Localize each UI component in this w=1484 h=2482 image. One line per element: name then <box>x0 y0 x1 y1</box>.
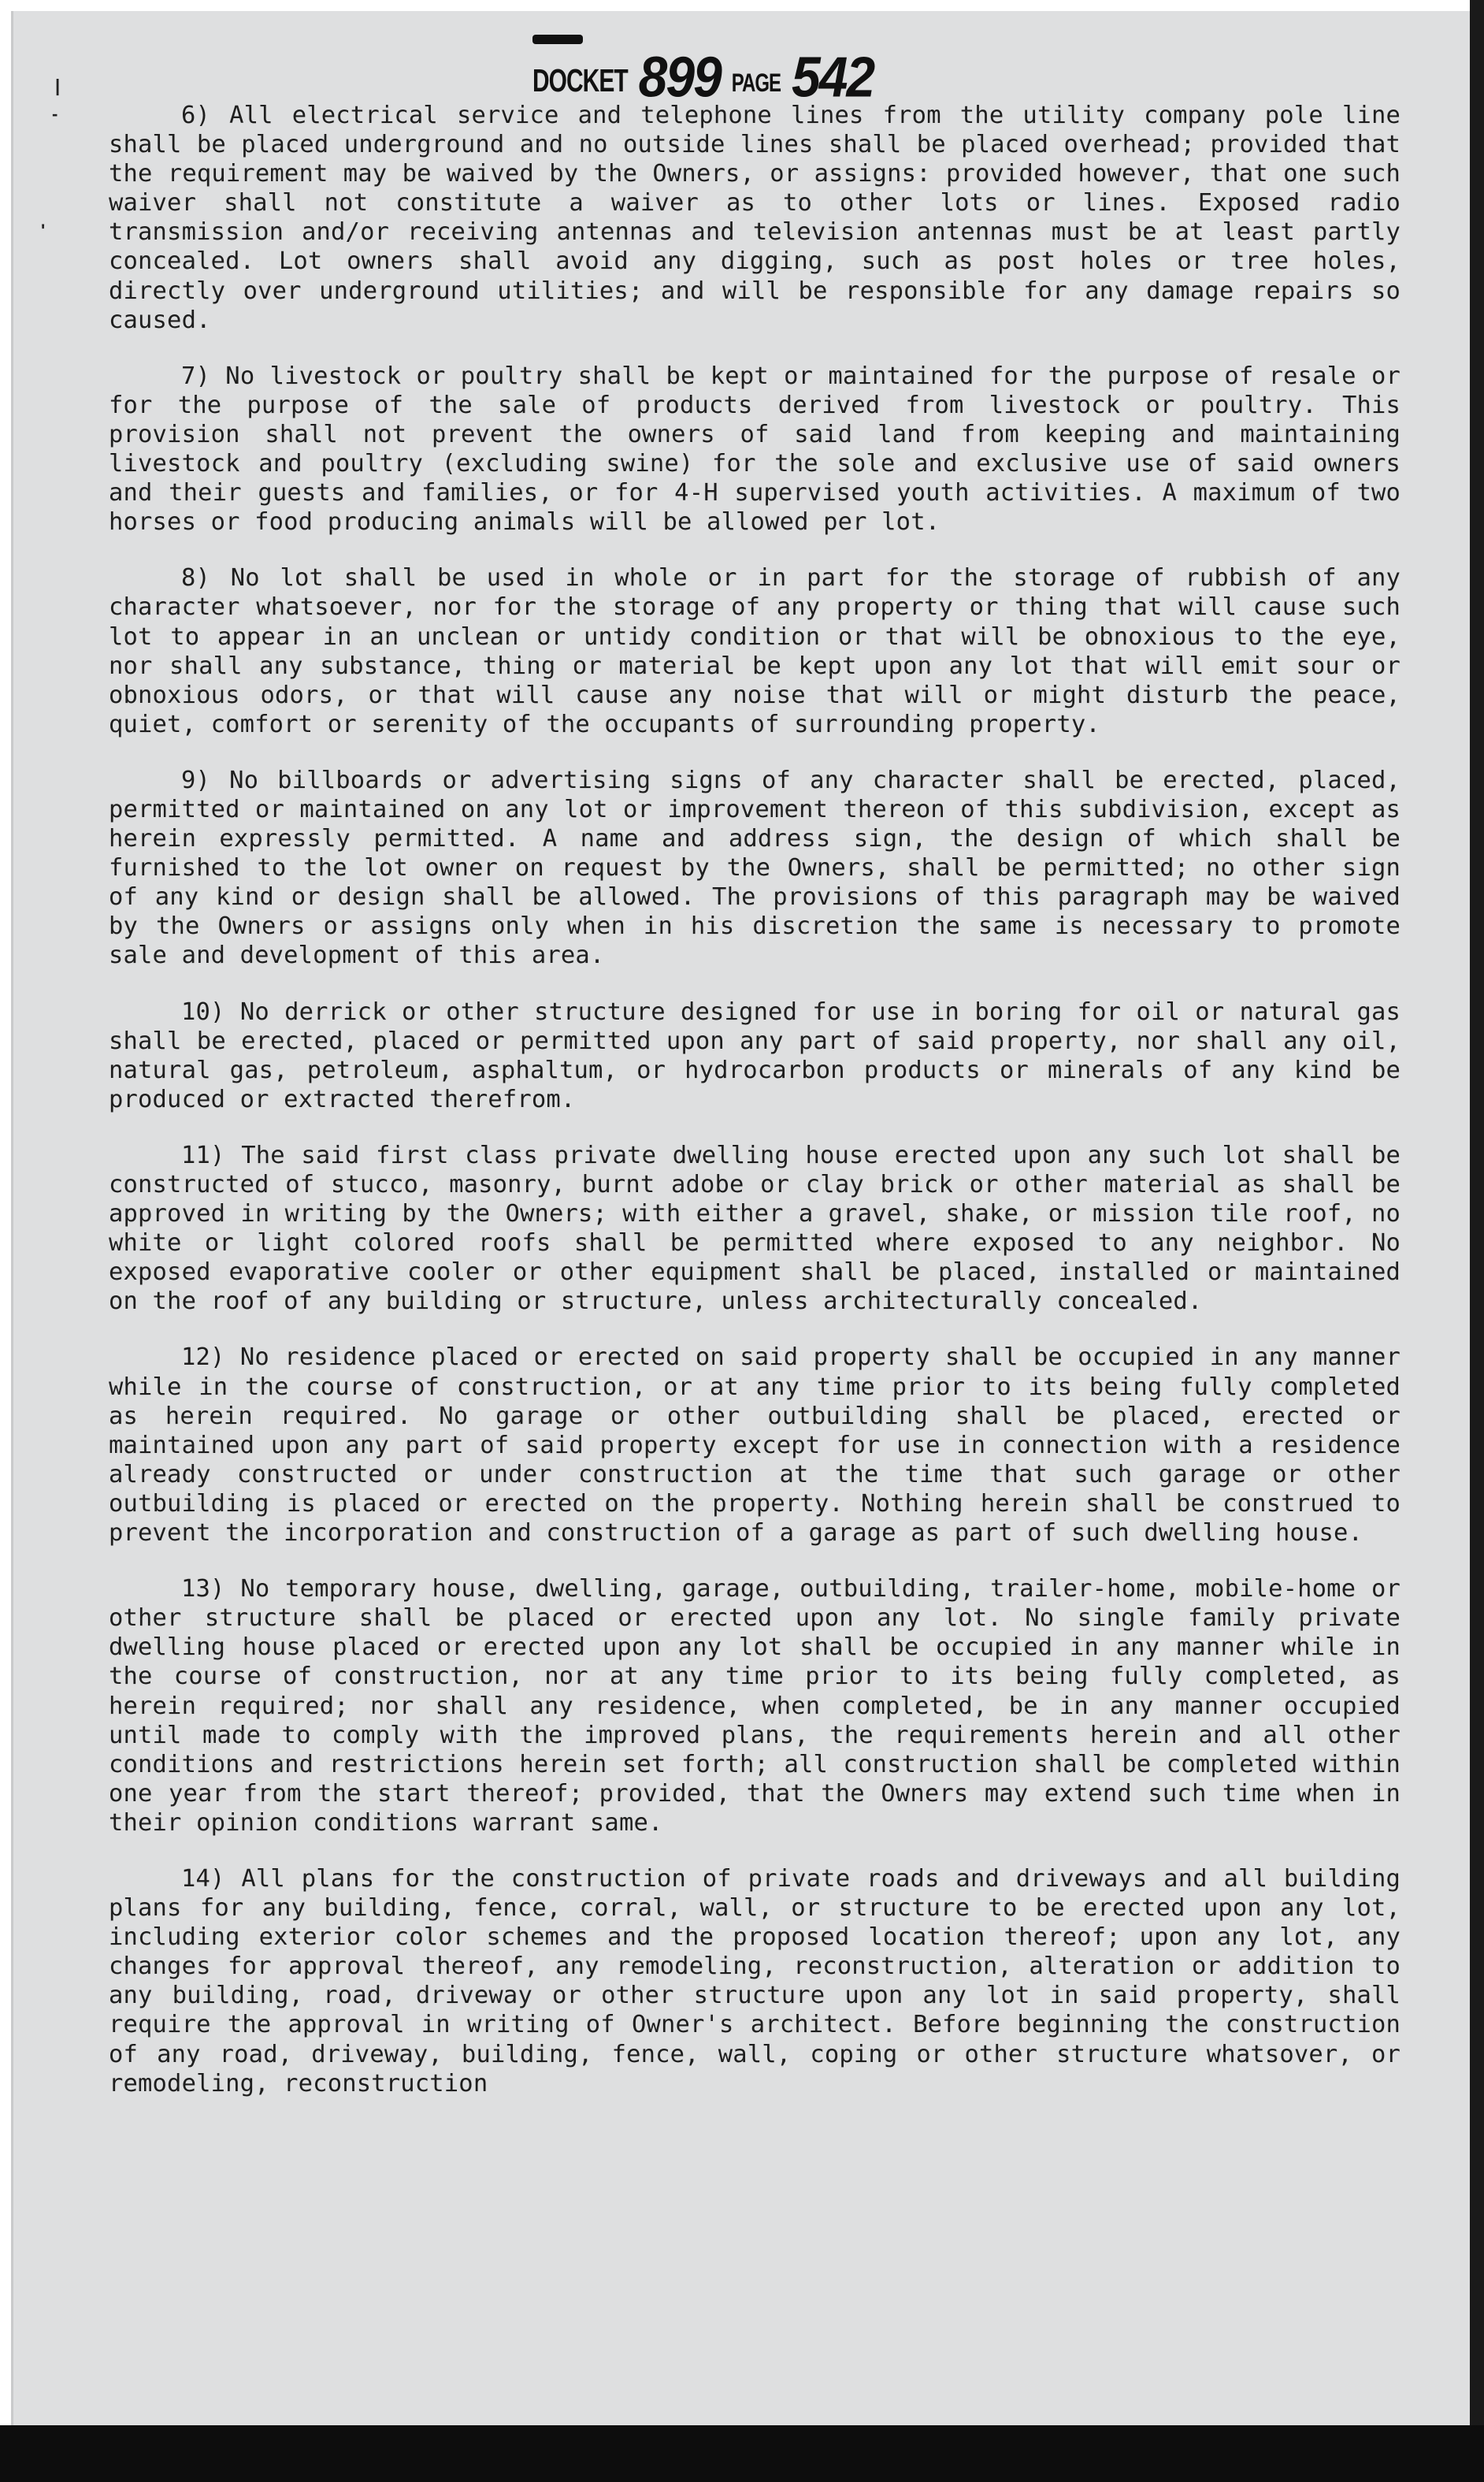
paragraph-8: 8) No lot shall be used in whole or in part for the storage of rubbish of any character whatsoever, nor for the storage of any property or thing that will cause such lot to appear in an unclean or untidy condition or that will be obnoxious to the eye, nor shall any substance, thing or material be kept upon any lot that will emit sour or obnoxious odors, or that will cause any noise that will or might disturb the peace, quiet, comfort or serenity of the occupants of surrounding property. <box>109 564 1401 738</box>
margin-mark: ' <box>41 221 46 240</box>
docket-label: DOCKET <box>532 63 628 99</box>
page-number: 542 <box>792 44 874 109</box>
paragraph-9: 9) No billboards or advertising signs of any character shall be erected, placed, permitted or maintained on any lot or improvement thereon of this subdivision, except as herein expressly permitted. A name and address sign, the design of which shall be furnished to the lot owner on request by the Owners, shall be permitted; no other sign of any kind or design shall be allowed. The provisions of this paragraph may be waived by the Owners or assigns only when in his discretion the same is necessary to promote sale and development of this area. <box>109 766 1401 970</box>
page-label: PAGE <box>731 69 781 98</box>
paragraph-14: 14) All plans for the construction of private roads and driveways and all building plans for any building, fence, corral, wall, or structure to be erected upon any lot, including exterior color schemes and the proposed location thereof; upon any lot, any changes for approval thereof, any remodeling, reconstruction, alteration or addition to any building, road, driveway or other structure upon any lot in said property, shall require the approval in writing of Owner's architect. Before beginning the construction of any road, driveway, building, fence, wall, coping or other structure whatsover, or remodeling, reconstruction <box>109 1864 1401 2097</box>
paragraph-10: 10) No derrick or other structure designed for use in boring for oil or natural gas shall be erected, placed or permitted upon any part of said property, nor shall any oil, natural gas, petroleum, asphaltum, or hydrocarbon products or minerals of any kind be produced or extracted therefrom. <box>109 998 1401 1113</box>
paragraph-7: 7) No livestock or poultry shall be kept or maintained for the purpose of resale or for the purpose of the sale of products derived from livestock or poultry. This provision shall not prevent the owners of said land from keeping and maintaining livestock and poultry (excluding swine) for the sole and exclusive use of said owners and their guests and families, or for 4-H supervised youth activities. A maximum of two horses or food producing animals will be allowed per lot. <box>109 362 1401 537</box>
paragraph-6: 6) All electrical service and telephone lines from the utility company pole line shall be placed underground and no outside lines shall be placed overhead; provided that the requirement may be waived by the Owners, or assigns: provided however, that one such waiver shall not constitute a waiver as to other lots or lines. Exposed radio transmission and/or receiving antennas and television antennas must be at least partly concealed. Lot owners shall avoid any digging, such as post holes or tree holes, directly over underground utilities; and will be responsible for any damage repairs so caused. <box>109 102 1401 334</box>
margin-mark: - <box>52 104 58 124</box>
document-body <box>109 101 1401 2125</box>
docket-stamp <box>532 32 874 109</box>
margin-mark: | <box>55 76 61 95</box>
scan-edge-bottom <box>0 2425 1484 2482</box>
docket-number: 899 <box>638 44 721 109</box>
paragraph-11: 11) The said first class private dwelling house erected upon any such lot shall be constructed of stucco, masonry, burnt adobe or clay brick or other material as shall be approved in writing by the Owners; with either a gravel, shake, or mission tile roof, no white or light colored roofs shall be permitted where exposed to any neighbor. No exposed evaporative cooler or other equipment shall be placed, installed or maintained on the roof of any building or structure, unless architecturally concealed. <box>109 1141 1401 1316</box>
scan-edge-right <box>1470 0 1484 2482</box>
paragraph-12: 12) No residence placed or erected on said property shall be occupied in any manner while in the course of construction, or at any time prior to its being fully completed as herein required. No garage or other outbuilding shall be placed, erected or maintained upon any part of said property except for use in connection with a residence already constructed or under construction at the time that such garage or other outbuilding is placed or erected on the property. Nothing herein shall be construed to prevent the incorporation and construction of a garage as part of such dwelling house. <box>109 1343 1401 1548</box>
paragraph-13: 13) No temporary house, dwelling, garage, outbuilding, trailer-home, mobile-home or other structure shall be placed or erected upon any lot. No single family private dwelling house placed or erected upon any lot shall be occupied in any manner while in the course of construction, nor at any time prior to its being fully completed, as herein required; nor shall any residence, when completed, be in any manner occupied until made to comply with the improved plans, the requirements herein and all other conditions and restrictions herein set forth; all construction shall be completed within one year from the start thereof; provided, that the Owners may extend such time when in their opinion conditions warrant same. <box>109 1575 1401 1837</box>
stamp-mark <box>532 35 583 44</box>
